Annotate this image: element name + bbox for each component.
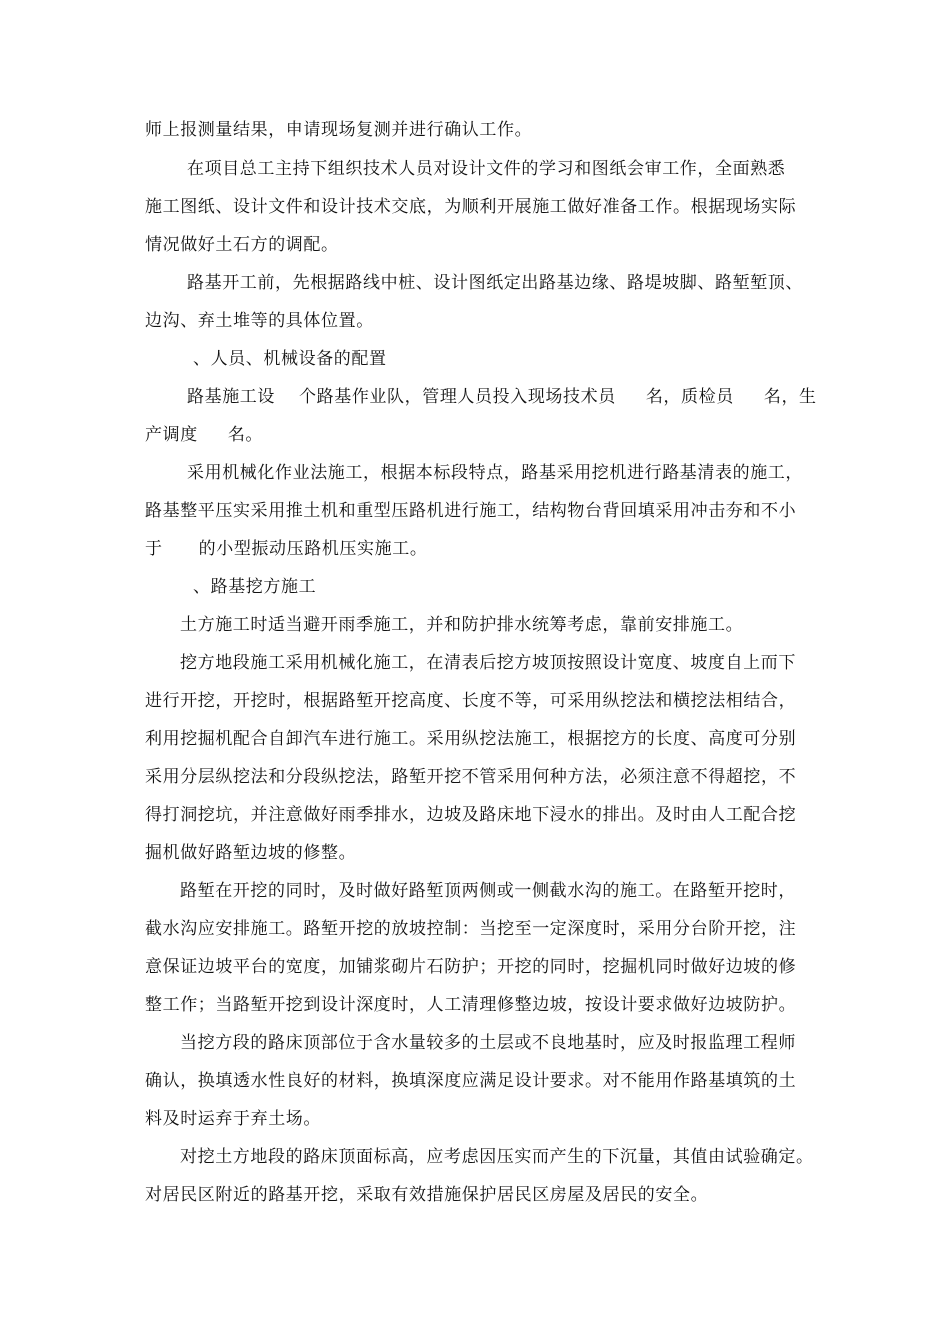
text-line: 土方施工时适当避开雨季施工，并和防护排水统筹考虑，靠前安排施工。 [180,615,744,635]
text-line: 掘机做好路堑边坡的修整。 [145,843,357,863]
text-line: 对挖土方地段的路床顶面标高，应考虑因压实而产生的下沉量，其值由试验确定。 [180,1147,814,1167]
text-line: 在项目总工主持下组织技术人员对设计文件的学习和图纸会审工作，全面熟悉 [187,159,786,179]
text-line: 情况做好土石方的调配。 [145,235,339,255]
text-line: 边沟、弃土堆等的具体位置。 [145,311,374,331]
text-line: 当挖方段的路床顶部位于含水量较多的土层或不良地基时，应及时报监理工程师 [180,1033,796,1053]
section-heading: 、路基挖方施工 [193,577,317,597]
text-line: 挖方地段施工采用机械化施工，在清表后挖方坡顶按照设计宽度、坡度自上而下 [180,653,796,673]
text-line: 路堑在开挖的同时，及时做好路堑顶两侧或一侧截水沟的施工。在路堑开挖时， [180,881,796,901]
text-line: 意保证边坡平台的宽度，加铺浆砌片石防护；开挖的同时，挖掘机同时做好边坡的修 [145,957,797,977]
text-line: 截水沟应安排施工。路堑开挖的放坡控制：当挖至一定深度时，采用分台阶开挖，注 [145,919,797,939]
text-line: 得打洞挖坑，并注意做好雨季排水，边坡及路床地下浸水的排出。及时由人工配合挖 [145,805,797,825]
text-line: 路基开工前，先根据路线中桩、设计图纸定出路基边缘、路堤坡脚、路堑堑顶、 [187,273,803,293]
text-line: 采用机械化作业法施工，根据本标段特点，路基采用挖机进行路基清表的施工， [187,463,803,483]
text-line: 利用挖掘机配合自卸汽车进行施工。采用纵挖法施工，根据挖方的长度、高度可分别 [145,729,797,749]
section-heading: 、人员、机械设备的配置 [193,349,387,369]
text-line: 料及时运弃于弃土场。 [145,1109,321,1129]
text-line: 对居民区附近的路基开挖，采取有效措施保护居民区房屋及居民的安全。 [145,1185,709,1205]
text-line: 整工作；当路堑开挖到设计深度时，人工清理修整边坡，按设计要求做好边坡防护。 [145,995,797,1015]
text-line: 产调度 名。 [145,425,264,445]
text-line: 进行开挖，开挖时，根据路堑开挖高度、长度不等，可采用纵挖法和横挖法相结合， [145,691,797,711]
text-line: 于 的小型振动压路机压实施工。 [145,539,428,559]
text-line: 路基整平压实采用推土机和重型压路机进行施工，结构物台背回填采用冲击夯和不小 [145,501,797,521]
text-line: 采用分层纵挖法和分段纵挖法，路堑开挖不管采用何种方法，必须注意不得超挖，不 [145,767,797,787]
text-line: 施工图纸、设计文件和设计技术交底，为顺利开展施工做好准备工作。根据现场实际 [145,197,797,217]
text-line: 师上报测量结果，申请现场复测并进行确认工作。 [145,120,533,140]
text-line: 路基施工设 个路基作业队，管理人员投入现场技术员 名，质检员 名，生 [187,387,817,407]
text-line: 确认，换填透水性良好的材料，换填深度应满足设计要求。对不能用作路基填筑的土 [145,1071,797,1091]
